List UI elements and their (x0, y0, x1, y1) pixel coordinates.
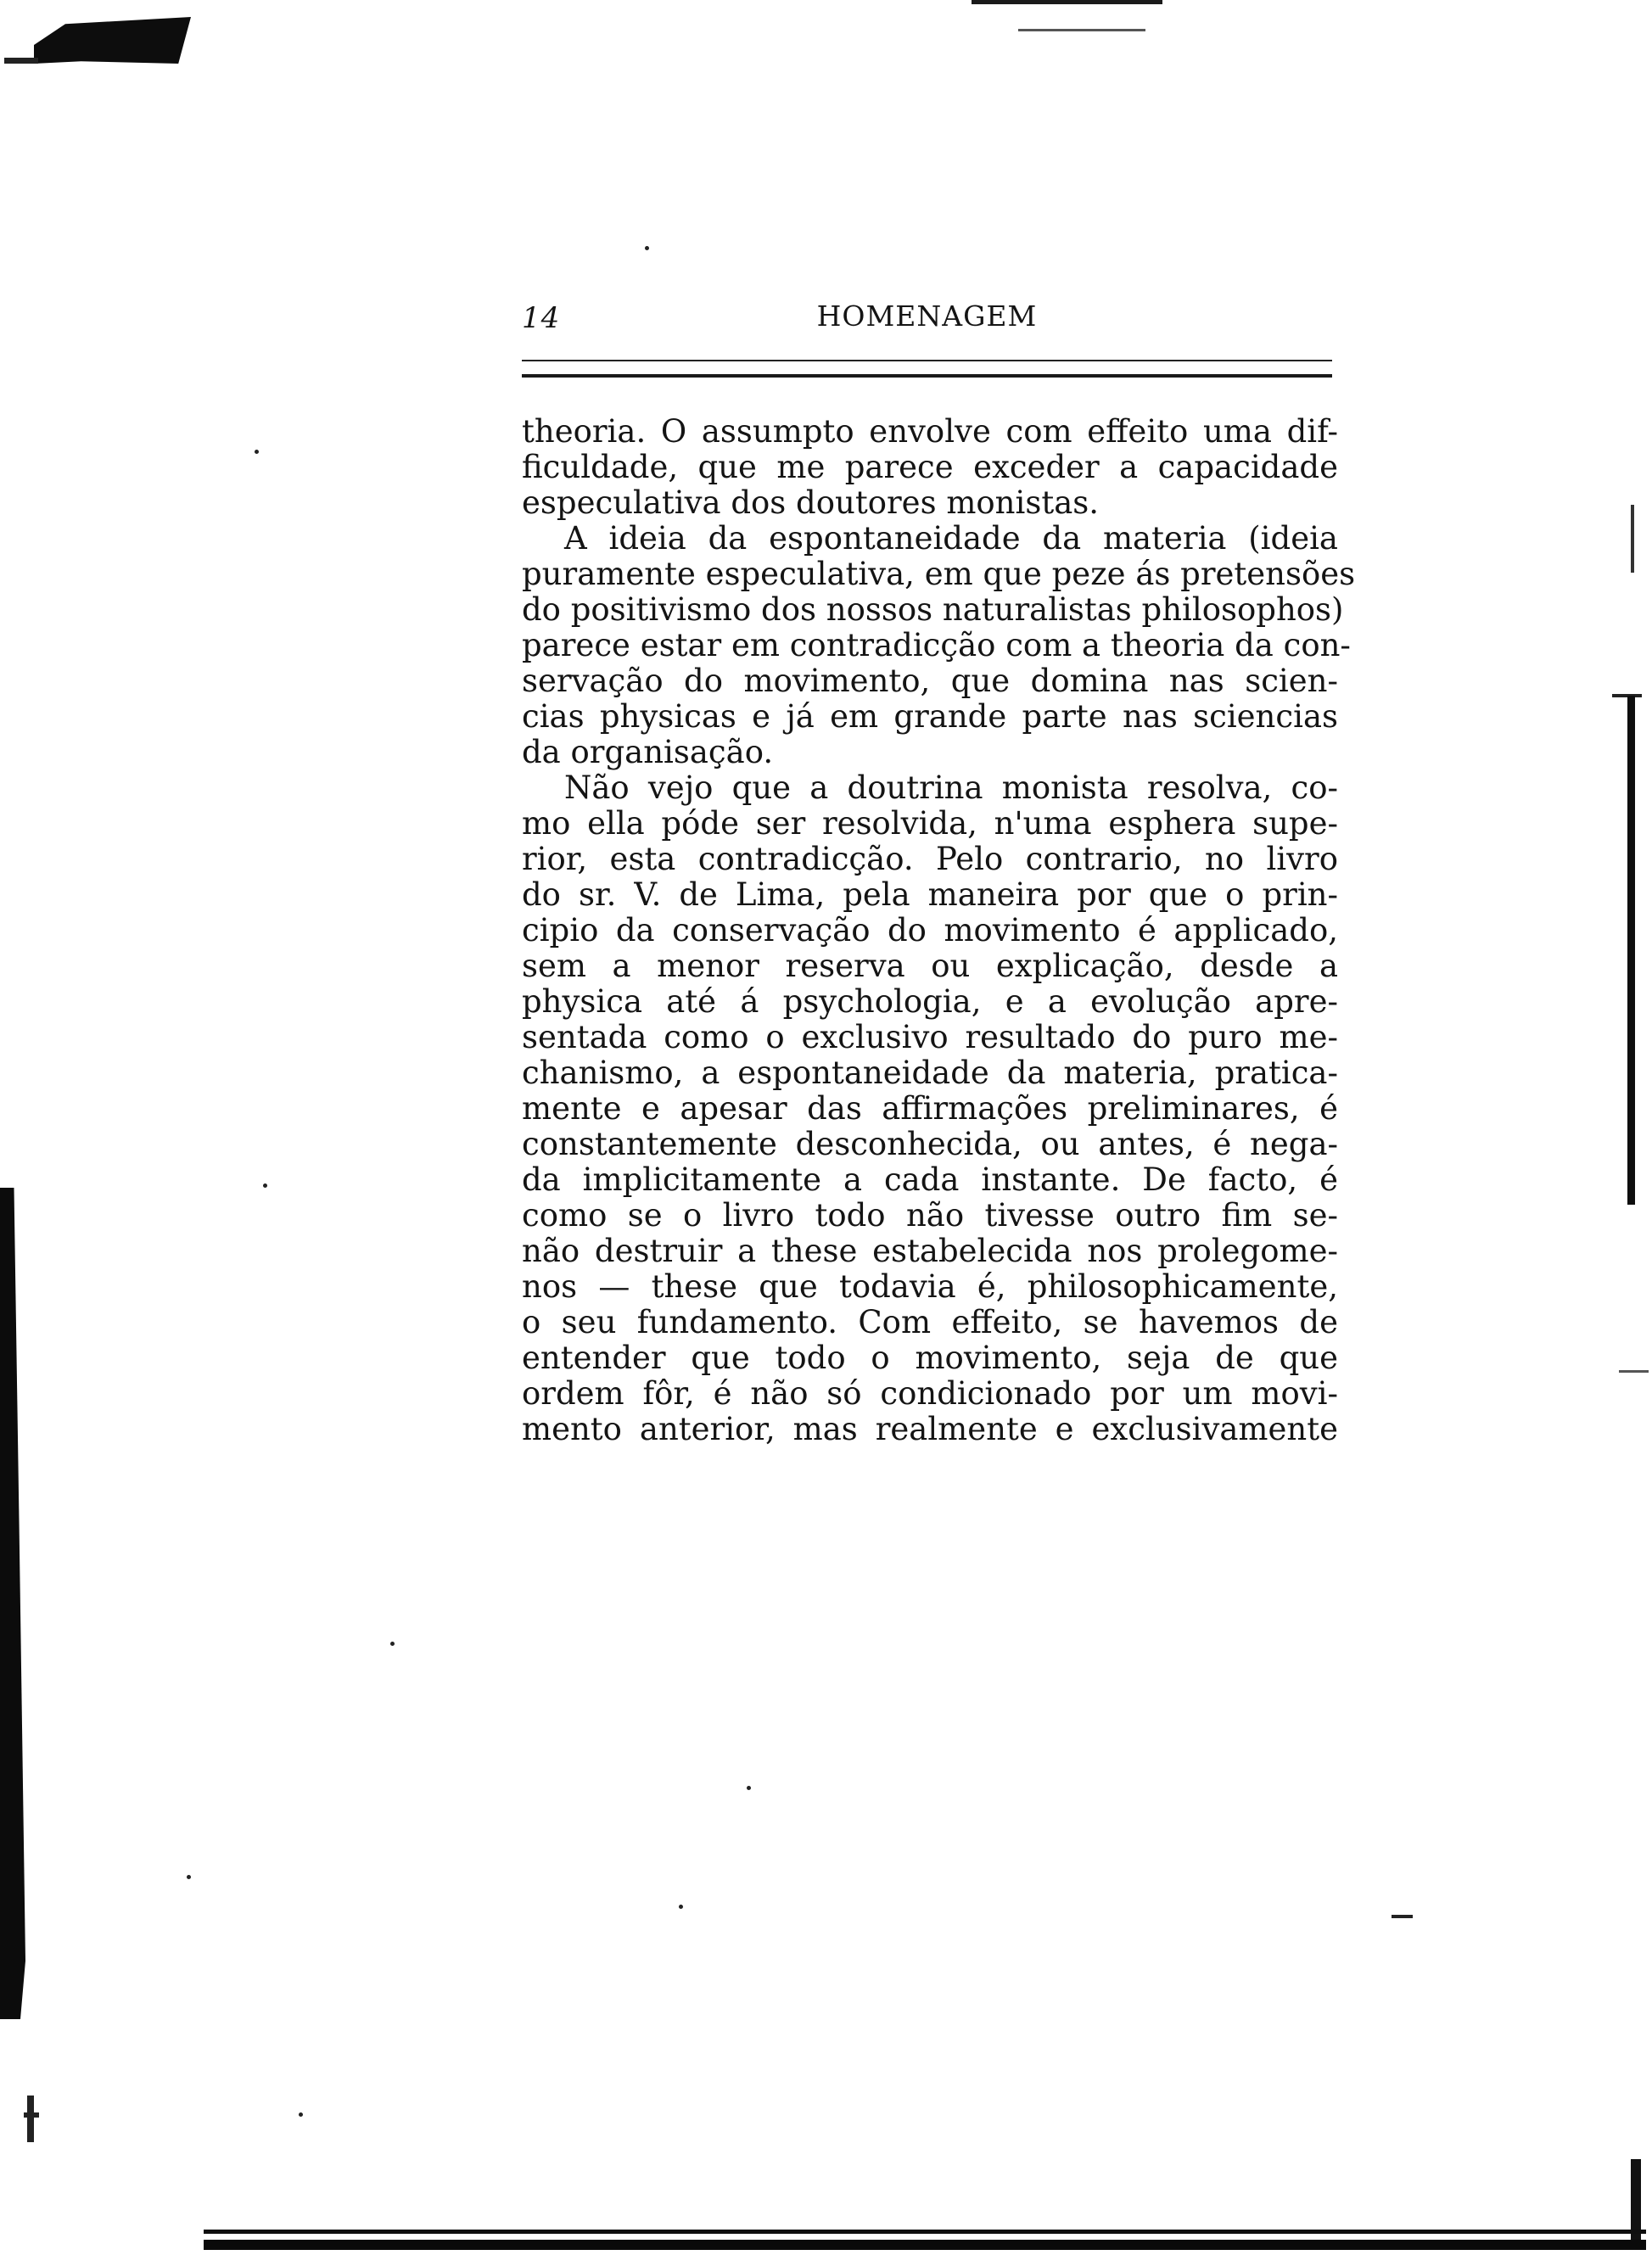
scan-shadow-right-edge (1627, 696, 1635, 1205)
text-line: theoria. O assumpto envolve com effeito uma dif- (522, 413, 1338, 450)
scan-mark-right-upper (1631, 505, 1634, 573)
header-rule-thin (522, 360, 1332, 361)
scan-speck (299, 2112, 303, 2117)
scan-shadow-bottom-edge (204, 2240, 1646, 2250)
scan-dash-lower-right (1392, 1915, 1413, 1918)
scan-speck (747, 1786, 751, 1790)
text-line: parece estar em contradicção com a theoria da con- (522, 627, 1351, 663)
scan-mark-top-left (4, 58, 38, 64)
text-line: mento anterior, mas realmente e exclusivamente (522, 1411, 1338, 1447)
scan-speck (390, 1642, 395, 1646)
text-line: rior, esta contradicção. Pelo contrario, no livro (522, 841, 1338, 877)
text-line: constantemente desconhecida, ou antes, é nega- (522, 1126, 1338, 1162)
text-line: nos — these que todavia é, philosophicamente, (522, 1268, 1338, 1305)
text-line: physica até á psychologia, e a evolução apre- (522, 983, 1338, 1020)
scan-line-bottom (204, 2230, 1646, 2234)
body-text (522, 413, 1356, 1447)
scan-speck (263, 1183, 267, 1188)
text-line: chanismo, a espontaneidade da materia, pratica- (522, 1055, 1338, 1091)
text-line: cipio da conservação do movimento é applicado, (522, 912, 1338, 948)
text-line: da organisação. (522, 734, 774, 770)
scan-speck (679, 1905, 683, 1909)
page-header (522, 284, 1332, 344)
text-line: especulativa dos doutores monistas. (522, 484, 1100, 521)
scan-mark-left-bottom-tick (24, 2112, 39, 2118)
text-line: mo ella póde ser resolvida, n'uma esphera supe- (522, 805, 1338, 842)
scan-speck (187, 1875, 191, 1879)
header-rule-thick (522, 374, 1332, 378)
scan-mark-left-bottom (27, 2096, 34, 2142)
scan-smudge-top-left (34, 17, 191, 64)
text-line: não destruir a these estabelecida nos prolegome- (522, 1233, 1338, 1269)
text-line: da implicitamente a cada instante. De facto, é (522, 1161, 1338, 1198)
page-number: 14 (522, 301, 561, 335)
text-line: do positivismo dos nossos naturalistas philosophos) (522, 591, 1344, 628)
text-line: o seu fundamento. Com effeito, se havemos de (522, 1304, 1338, 1340)
scan-speck (255, 450, 259, 454)
text-line: entender que todo o movimento, seja de que (522, 1340, 1338, 1376)
text-line: Não vejo que a doutrina monista resolva, co- (564, 769, 1338, 806)
text-line: do sr. V. de Lima, pela maneira por que o prin- (522, 876, 1338, 913)
text-line: sentada como o exclusivo resultado do puro me- (522, 1019, 1338, 1055)
text-line: servação do movimento, que domina nas scien- (522, 663, 1338, 699)
scan-line-top (972, 0, 1162, 4)
text-line: puramente especulativa, em que peze ás pretensões (522, 556, 1356, 592)
text-line: ordem fôr, é não só condicionado por um movi- (522, 1375, 1338, 1412)
text-line: como se o livro todo não tivesse outro fim se- (522, 1197, 1338, 1234)
scan-shadow-left-edge (0, 1188, 25, 2019)
text-line: ficuldade, que me parece exceder a capacidade (522, 449, 1338, 485)
text-line: A ideia da espontaneidade da materia (ideia (564, 520, 1338, 557)
text-line: sem a menor reserva ou explicação, desde a (522, 948, 1338, 984)
text-line: mente e apesar das affirmações preliminares, é (522, 1090, 1338, 1127)
text-line: cias physicas e já em grande parte nas sciencias (522, 698, 1338, 735)
scan-line-top-faint (1018, 29, 1145, 31)
running-title: HOMENAGEM (816, 299, 1038, 333)
scan-dash-right (1619, 1370, 1649, 1373)
scan-speck (645, 246, 649, 250)
